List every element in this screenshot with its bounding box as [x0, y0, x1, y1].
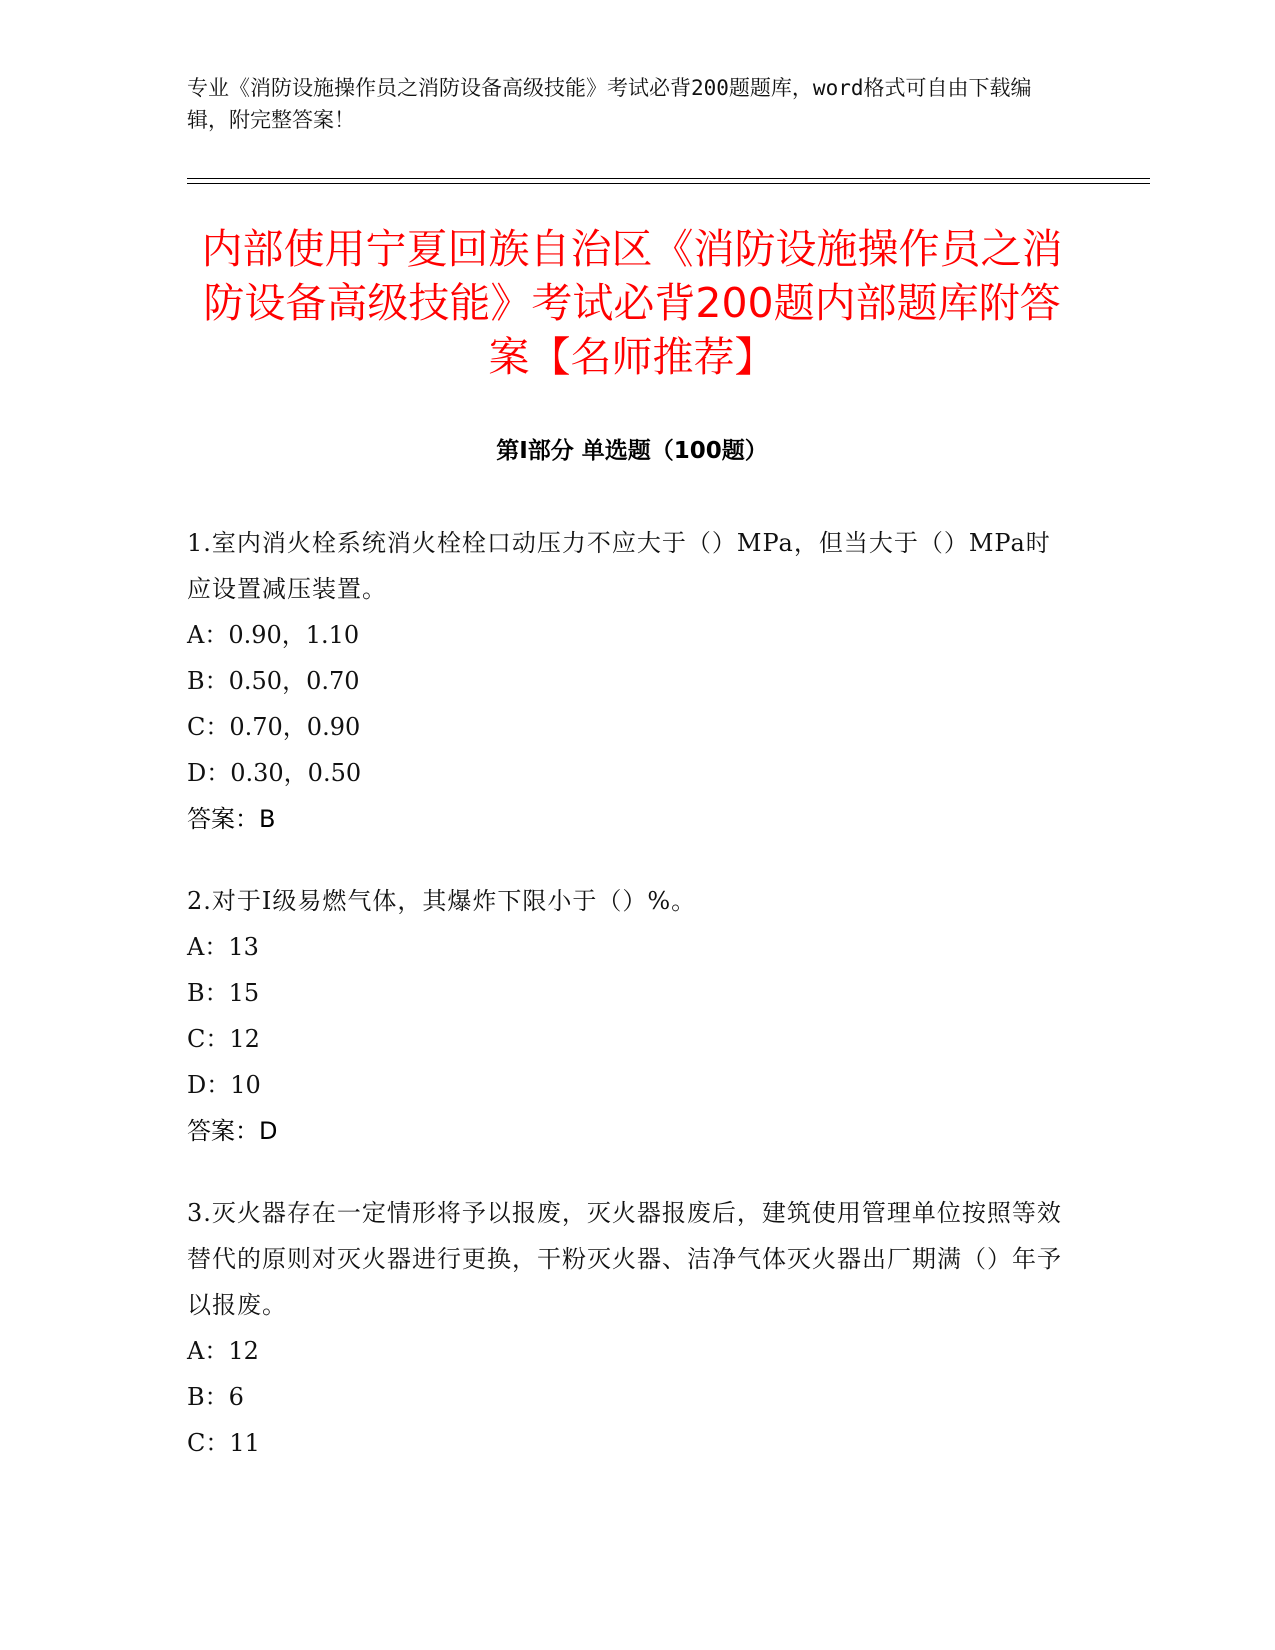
header-note: 专业《消防设施操作员之消防设备高级技能》考试必背200题题库，word格式可自由下载编辑，附完整答案！ — [187, 76, 1032, 132]
option-a: A：0.90，1.10 — [187, 621, 360, 649]
option-c: C：12 — [187, 1025, 260, 1053]
header-divider-top — [187, 178, 1150, 179]
header-divider-bottom — [187, 183, 1150, 184]
option-a: A：13 — [187, 933, 259, 961]
question-item — [187, 1190, 1067, 1466]
section-title: 第I部分 单选题（100题） — [496, 438, 768, 464]
question-stem: 3.灭火器存在一定情形将予以报废，灭火器报废后，建筑使用管理单位按照等效替代的原则对灭火器进行更换，干粉灭火器、洁净气体灭火器出厂期满（）年予以报废。 — [187, 1199, 1062, 1319]
option-d: D：10 — [187, 1071, 261, 1099]
question-list — [187, 520, 1067, 1502]
option-a: A：12 — [187, 1337, 259, 1365]
option-b: B：6 — [187, 1383, 244, 1411]
question-item — [187, 878, 1067, 1154]
question-item — [187, 520, 1067, 842]
answer-text: 答案：D — [187, 1117, 278, 1145]
option-c: C：11 — [187, 1429, 260, 1457]
answer-text: 答案：B — [187, 805, 276, 833]
question-stem: 2.对于Ⅰ级易燃气体，其爆炸下限小于（）%。 — [187, 887, 697, 915]
option-c: C：0.70，0.90 — [187, 713, 361, 741]
question-stem: 1.室内消火栓系统消火栓栓口动压力不应大于（）MPa，但当大于（）MPa时应设置减压装置。 — [187, 529, 1051, 603]
document-title: 内部使用宁夏回族自治区《消防设施操作员之消防设备高级技能》考试必背200题内部题库附答案【名师推荐】 — [201, 225, 1063, 381]
option-d: D：0.30，0.50 — [187, 759, 362, 787]
option-b: B：15 — [187, 979, 260, 1007]
option-b: B：0.50，0.70 — [187, 667, 360, 695]
